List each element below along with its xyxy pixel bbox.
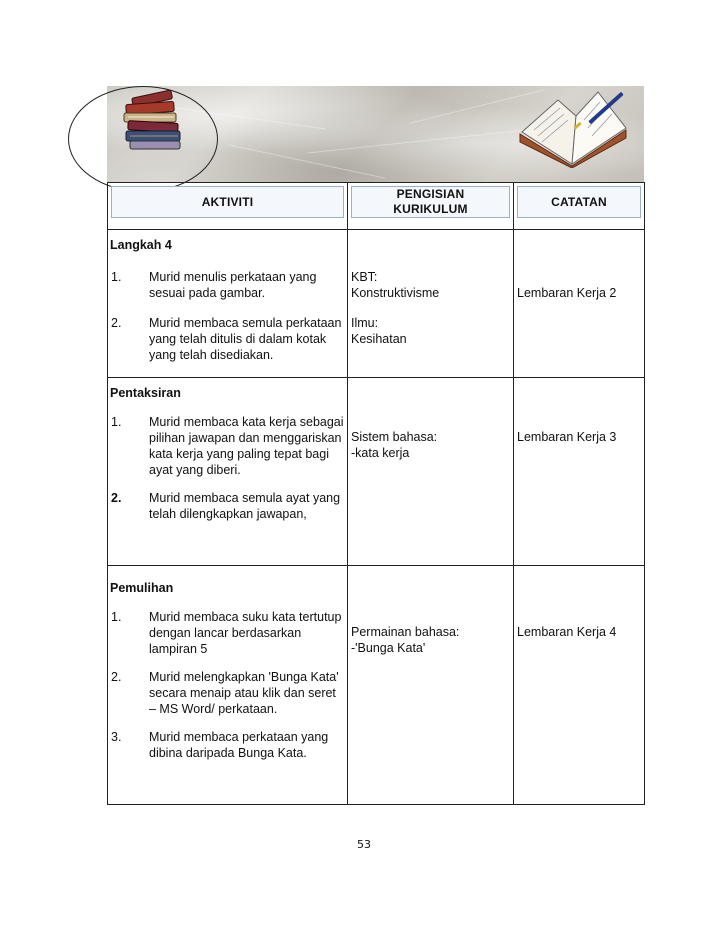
section-title: Langkah 4: [110, 238, 172, 252]
item-number: 2.: [111, 316, 122, 330]
table-header-row: [108, 183, 645, 230]
pengisian-value: -'Bunga Kata': [351, 641, 426, 655]
item-text: Murid membaca semula perkataan yang telah ditulis di dalam kotak yang telah disediakan.: [149, 316, 342, 362]
catatan-cell: [514, 566, 645, 805]
item-text: Murid membaca kata kerja sebagai pilihan jawapan dan menggariskan kata kerja yang paling tepat bagi ayat yang diberi.: [149, 415, 344, 477]
pengisian-value: Konstruktivisme: [351, 286, 440, 300]
aktiviti-cell: [108, 230, 348, 378]
catatan-text: Lembaran Kerja 4: [517, 625, 617, 639]
item-number: 1.: [111, 270, 122, 284]
catatan-text: Lembaran Kerja 2: [517, 286, 617, 300]
item-number: 3.: [111, 730, 122, 744]
item-number: 1.: [111, 610, 122, 624]
section-title: Pentaksiran: [110, 386, 181, 400]
table-row: [108, 230, 645, 378]
header-pengisian-label: PENGISIAN KURIKULUM: [393, 187, 468, 216]
item-number: 2.: [111, 670, 122, 684]
table-row: [108, 566, 645, 805]
pengisian-value: -kata kerja: [351, 446, 410, 460]
header-pengisian: [348, 183, 514, 230]
aktiviti-cell: [108, 378, 348, 566]
open-book-icon: [514, 86, 632, 168]
table-row: [108, 378, 645, 566]
pengisian-label: KBT:: [351, 270, 378, 284]
books-stack-icon: [118, 86, 190, 152]
activity-table: [107, 182, 645, 805]
catatan-cell: [514, 230, 645, 378]
pengisian-cell: [348, 378, 514, 566]
header-catatan: [514, 183, 645, 230]
item-text: Murid melengkapkan 'Bunga Kata' secara menaip atau klik dan seret – MS Word/ perkataan.: [149, 670, 339, 716]
catatan-cell: [514, 378, 645, 566]
list-item: [108, 269, 347, 301]
item-number: 2.: [111, 491, 122, 505]
item-text: Murid menulis perkataan yang sesuai pada gambar.: [149, 270, 317, 300]
pengisian-label: Permainan bahasa:: [351, 625, 460, 639]
item-text: Murid membaca perkataan yang dibina daripada Bunga Kata.: [149, 730, 329, 760]
aktiviti-cell: [108, 566, 348, 805]
list-item: [108, 729, 347, 761]
item-number: 1.: [111, 415, 122, 429]
list-item: [108, 414, 347, 478]
header-aktiviti-label: AKTIVITI: [201, 194, 254, 209]
header-aktiviti: [108, 183, 348, 230]
item-text: Murid membaca semula ayat yang telah dilengkapkan jawapan,: [149, 491, 341, 521]
catatan-text: Lembaran Kerja 3: [517, 430, 617, 444]
item-text: Murid membaca suku kata tertutup dengan lancar berdasarkan lampiran 5: [149, 610, 342, 656]
list-item: [108, 669, 347, 717]
list-item: [108, 609, 347, 657]
pengisian-cell: [348, 566, 514, 805]
section-title: Pemulihan: [110, 581, 174, 595]
pengisian-label: Ilmu:: [351, 316, 379, 330]
list-item: [108, 490, 347, 522]
header-catatan-label: CATATAN: [551, 194, 607, 209]
pengisian-label: Sistem bahasa:: [351, 430, 438, 444]
list-item: [108, 315, 347, 363]
page-number: 53: [357, 838, 371, 851]
pengisian-value: Kesihatan: [351, 332, 407, 346]
pengisian-cell: [348, 230, 514, 378]
